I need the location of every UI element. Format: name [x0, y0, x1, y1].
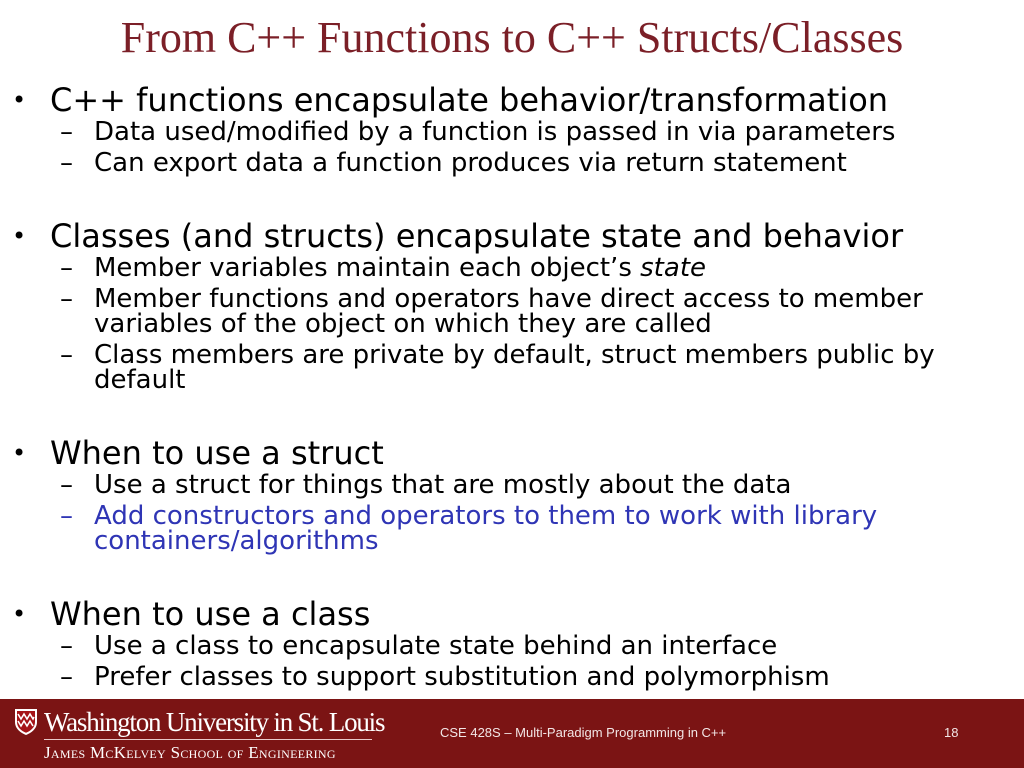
sub-bullet-list — [0, 470, 1024, 556]
bullet-dot-icon: • — [12, 439, 27, 467]
bullet-list — [0, 80, 1024, 696]
course-name: CSE 428S – Multi-Paradigm Programming in C++ — [440, 725, 727, 740]
sub-bullet-text: Member variables maintain each object’s — [94, 253, 641, 283]
bullet-dot-icon: • — [12, 222, 27, 250]
sub-bullet-text: Member functions and operators have direct access to member variables of the object on which they are called — [94, 284, 923, 339]
logo-divider — [44, 739, 372, 740]
sub-bullet-item — [0, 117, 1024, 147]
university-logo — [14, 706, 385, 764]
sub-bullet-item — [0, 662, 1024, 692]
bullet-text: When to use a struct — [50, 434, 384, 472]
sub-bullet-text: Use a struct for things that are mostly about the data — [94, 470, 792, 500]
sub-bullet-text: Can export data a function produces via return statement — [94, 148, 847, 178]
bullet-item — [0, 216, 1024, 256]
dash-icon: – — [60, 148, 73, 178]
bullet-text: C++ functions encapsulate behavior/transformation — [50, 81, 889, 119]
sub-bullet-item-highlighted — [0, 501, 1024, 556]
footer-bar — [0, 699, 1024, 768]
sub-bullet-text: Class members are private by default, struct members public by default — [94, 340, 935, 395]
slide-title: From C++ Functions to C++ Structs/Classes — [120, 13, 904, 62]
bullet-group — [0, 216, 1024, 393]
sub-bullet-list — [0, 631, 1024, 692]
bullet-group — [0, 80, 1024, 176]
bullet-item — [0, 433, 1024, 473]
bullet-text: Classes (and structs) encapsulate state and behavior — [50, 217, 904, 255]
sub-bullet-text: Add constructors and operators to them to work with library containers/algorithms — [94, 501, 878, 556]
dash-icon: – — [60, 501, 73, 531]
spacer — [0, 399, 1024, 433]
sub-bullet-list — [0, 117, 1024, 178]
spacer — [0, 560, 1024, 594]
sub-bullet-item — [0, 340, 1024, 395]
sub-bullet-text: Use a class to encapsulate state behind an interface — [94, 631, 778, 661]
page-number: 18 — [944, 725, 959, 740]
dash-icon: – — [60, 662, 73, 692]
dash-icon: – — [60, 340, 73, 370]
dash-icon: – — [60, 284, 73, 314]
university-name: Washington University in St. Louis — [44, 707, 385, 737]
emphasis-text: state — [640, 253, 707, 283]
sub-bullet-item — [0, 284, 1024, 339]
sub-bullet-list — [0, 253, 1024, 395]
dash-icon: – — [60, 253, 73, 283]
dash-icon: – — [60, 117, 73, 147]
sub-bullet-item — [0, 253, 1024, 283]
dash-icon: – — [60, 470, 73, 500]
bullet-dot-icon: • — [12, 600, 27, 628]
bullet-item — [0, 80, 1024, 120]
sub-bullet-text: Data used/modified by a function is passed in via parameters — [94, 117, 896, 147]
bullet-text: When to use a class — [50, 595, 371, 633]
bullet-group — [0, 433, 1024, 554]
spacer — [0, 182, 1024, 216]
sub-bullet-item — [0, 631, 1024, 661]
bullet-group — [0, 594, 1024, 690]
dash-icon: – — [60, 631, 73, 661]
sub-bullet-item — [0, 470, 1024, 500]
sub-bullet-item — [0, 148, 1024, 178]
sub-bullet-text: Prefer classes to support substitution and polymorphism — [94, 662, 830, 692]
school-name: James McKelvey School of Engineering — [44, 743, 336, 762]
shield-icon — [14, 708, 38, 736]
bullet-dot-icon: • — [12, 86, 27, 114]
bullet-item — [0, 594, 1024, 634]
